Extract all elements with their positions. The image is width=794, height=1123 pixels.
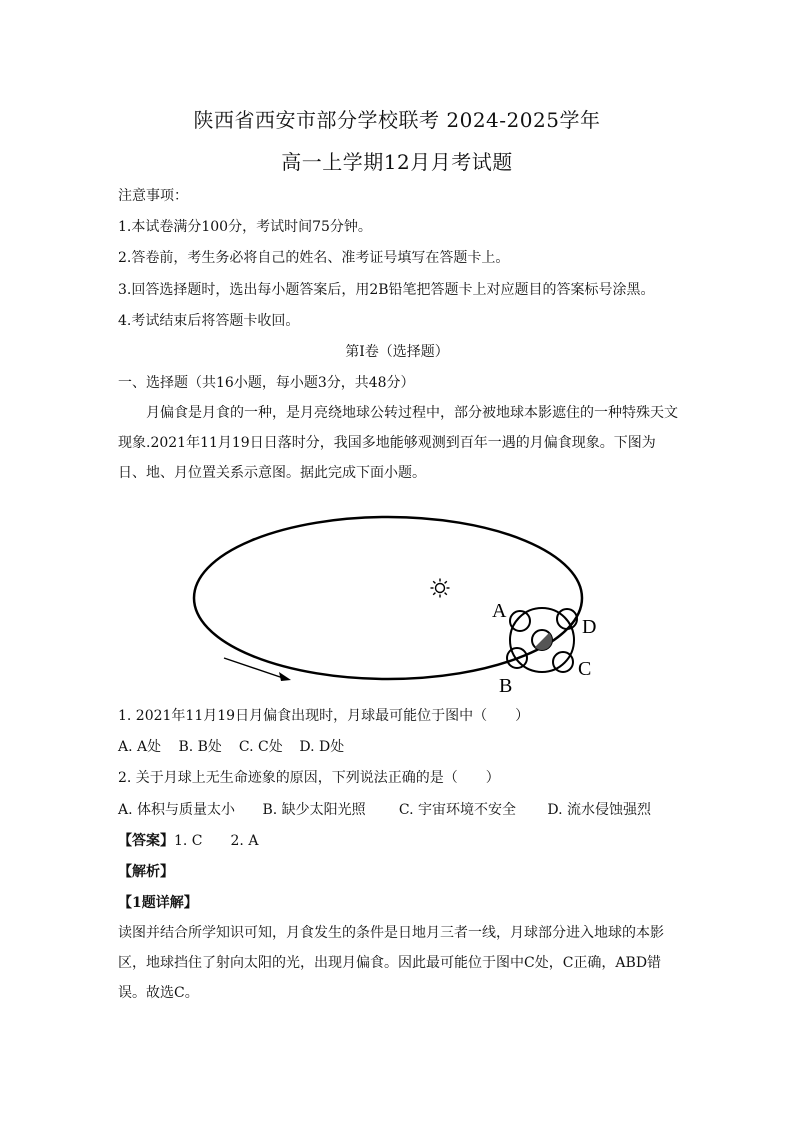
notice-item-2: 2.答卷前，考生务必将自己的姓名、准考证号填写在答题卡上。	[118, 250, 510, 266]
answer-text: 1. C 2. A	[174, 833, 259, 849]
exam-title-line2: 高一上学期12月月考试题	[281, 150, 513, 174]
question-1-stem: 1. 2021年11月19日月偏食出现时，月球最可能位于图中（ ）	[118, 708, 530, 724]
notice-heading: 注意事项：	[118, 188, 188, 204]
label-a: A	[492, 600, 507, 622]
section-title: 一、选择题（共16小题，每小题3分，共48分）	[118, 375, 415, 391]
notice-item-4: 4.考试结束后将答题卡收回。	[118, 313, 300, 329]
earth-orbit-ellipse	[194, 517, 582, 679]
question-2-stem: 2. 关于月球上无生命迹象的原因，下列说法正确的是（ ）	[118, 770, 500, 786]
q1-option-a[interactable]: A. A处	[118, 739, 162, 755]
moon-position-a	[510, 611, 530, 631]
label-b: B	[499, 675, 513, 697]
notice-item-3: 3.回答选择题时，选出每小题答案后，用2B铅笔把答题卡上对应题目的答案标号涂黑。	[118, 282, 655, 298]
sun-earth-moon-diagram	[190, 512, 610, 702]
label-d: D	[582, 616, 597, 638]
label-c: C	[578, 658, 592, 680]
sun-icon	[431, 579, 450, 598]
question-2-options	[118, 800, 651, 820]
q1-option-b[interactable]: B. B处	[178, 739, 222, 755]
q1-option-c[interactable]: C. C处	[238, 739, 283, 755]
answer-line	[118, 831, 258, 851]
orbit-direction-arrow	[224, 658, 291, 681]
exam-title-line1: 陕西省西安市部分学校联考 2024-2025学年	[193, 108, 601, 132]
q2-option-c[interactable]: C. 宇宙环境不安全	[398, 802, 517, 818]
moon-position-c	[553, 652, 573, 672]
part-title: 第Ⅰ卷（选择题）	[345, 344, 449, 360]
analysis-label: 【解析】	[118, 864, 174, 880]
notice-item-1: 1.本试卷满分100分，考试时间75分钟。	[118, 219, 372, 235]
detail-text: 读图并结合所学知识可知，月食发生的条件是日地月三者一线，月球部分进入地球的本影区，地球挡住了射向太阳的光，出现月偏食。因此最可能位于图中C处，C正确，ABD错误。故选C。	[118, 925, 664, 1001]
q2-option-a[interactable]: A. 体积与质量太小	[118, 802, 236, 818]
answer-label: 【答案】	[118, 833, 174, 849]
q1-option-d[interactable]: D. D处	[299, 739, 345, 755]
question-1-options	[118, 737, 344, 757]
q2-option-d[interactable]: D. 流水侵蚀强烈	[547, 802, 651, 818]
detail-label: 【1题详解】	[118, 895, 198, 911]
q2-option-b[interactable]: B. 缺少太阳光照	[262, 802, 366, 818]
passage: 月偏食是月食的一种，是月亮绕地球公转过程中，部分被地球本影遮住的一种特殊天文现象.2021年11月19日日落时分，我国多地能够观测到百年一遇的月偏食现象。下图为日、地、月位置关系示意图。据此完成下面小题。	[118, 405, 678, 481]
